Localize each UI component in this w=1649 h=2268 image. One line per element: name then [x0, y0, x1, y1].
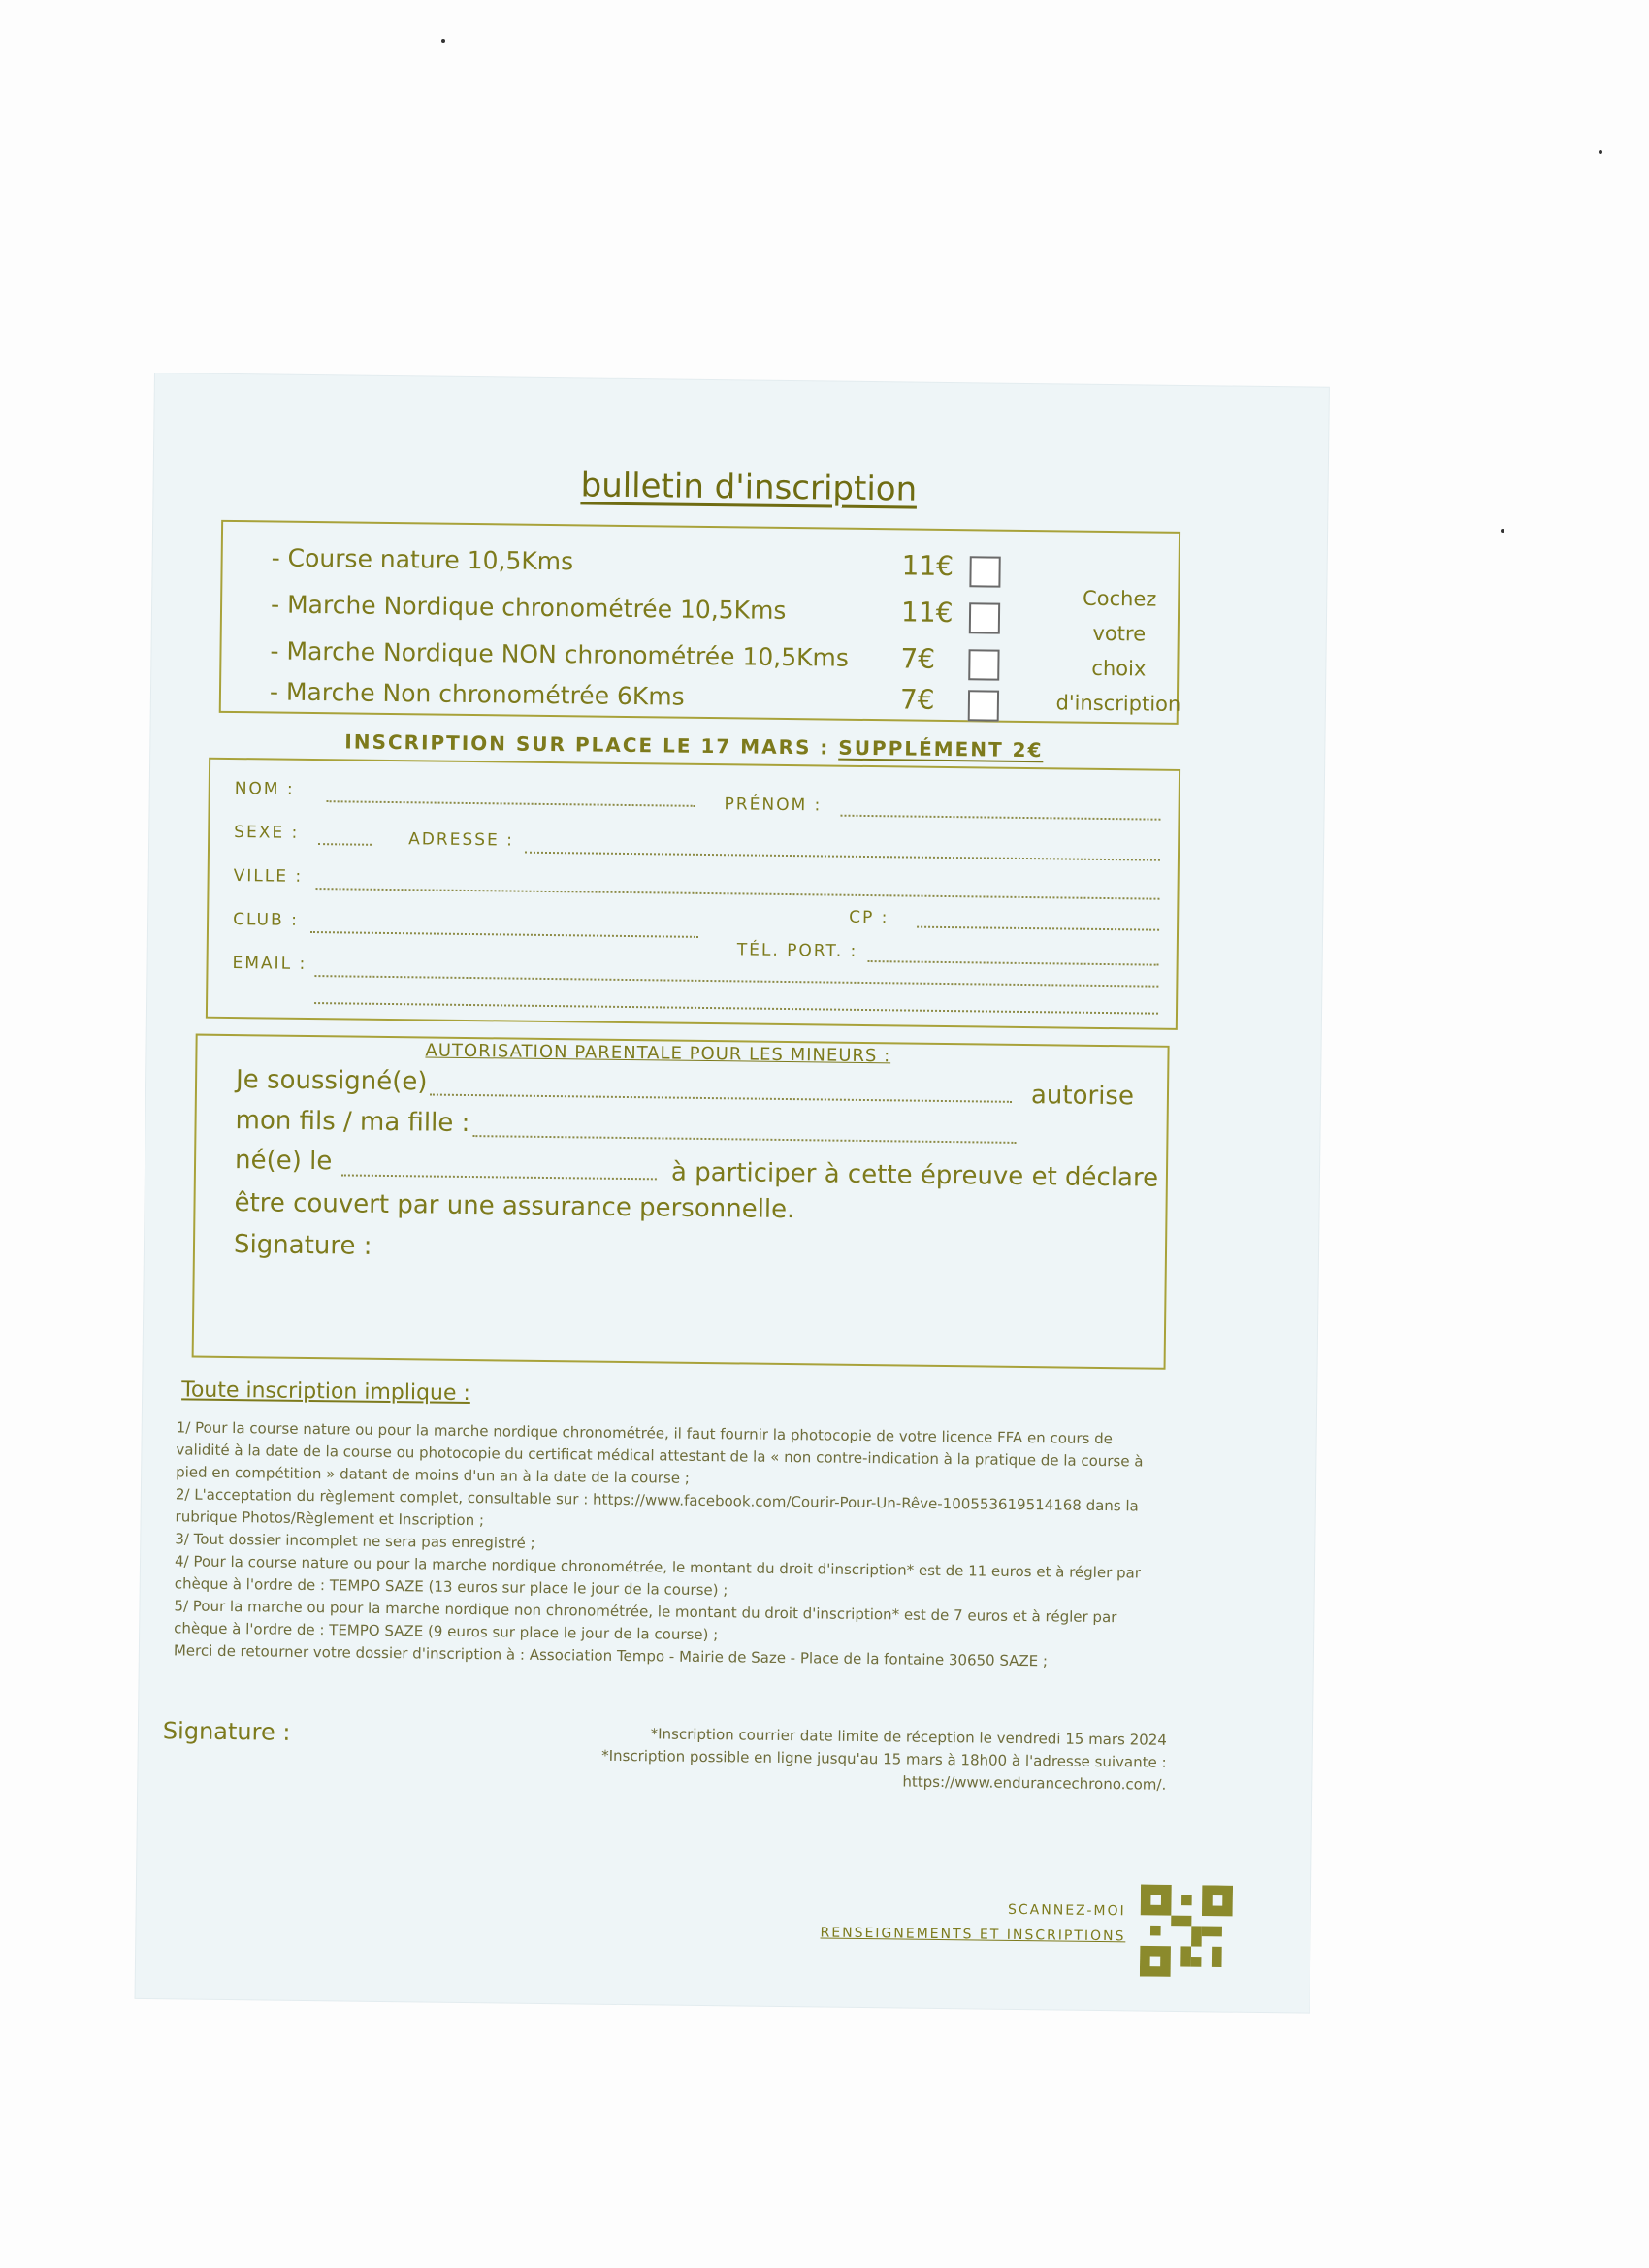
- signature-label: Signature :: [162, 1717, 291, 1746]
- insurance-text: être couvert par une assurance personnelle.: [234, 1188, 795, 1225]
- parental-title: AUTORISATION PARENTALE POUR LES MINEURS :: [425, 1040, 891, 1067]
- prenom-field[interactable]: [840, 814, 1160, 821]
- option-checkbox[interactable]: [968, 649, 999, 680]
- onsite-registration-note: INSCRIPTION SUR PLACE LE 17 MARS : SUPPLÉMENT 2€: [344, 729, 1044, 762]
- cp-label: CP :: [849, 907, 889, 928]
- nom-label: NOM :: [234, 779, 295, 799]
- conditions-list: [174, 1416, 1156, 1673]
- soussigne-label: Je soussigné(e): [235, 1065, 428, 1097]
- adresse-field[interactable]: [525, 851, 1160, 861]
- option-price: 11€: [901, 549, 954, 583]
- autorise-label: autorise: [1030, 1081, 1135, 1112]
- option-price: 11€: [900, 596, 954, 630]
- nom-field[interactable]: [327, 799, 695, 807]
- tel-label: TÉL. PORT. :: [736, 940, 858, 961]
- participation-text: à participer à cette épreuve et déclare: [670, 1157, 1159, 1193]
- registration-url[interactable]: https://www.endurancechrono.com/.: [902, 1772, 1167, 1794]
- info-label: RENSEIGNEMENTS ET INSCRIPTIONS: [820, 1925, 1126, 1945]
- birthdate-field[interactable]: [341, 1173, 657, 1180]
- option-checkbox[interactable]: [969, 556, 1000, 587]
- soussigne-field[interactable]: [430, 1093, 1012, 1103]
- parental-signature-label: Signature :: [233, 1230, 372, 1261]
- sexe-label: SEXE :: [234, 823, 300, 843]
- option-checkbox[interactable]: [969, 602, 1000, 633]
- option-price: 7€: [899, 683, 935, 716]
- identity-fields-box: [206, 758, 1180, 1030]
- condition-item: 5/ Pour la marche ou pour la marche nordique non chronométrée, le montant du droit d'inscription* est de 7 euros et à régler par chèque à l'ordre de : TEMPO SAZE (9 euros sur place le jour de la course) ;: [174, 1597, 1117, 1644]
- club-label: CLUB :: [233, 910, 299, 930]
- child-field[interactable]: [472, 1134, 1016, 1144]
- form-title: bulletin d'inscription: [580, 466, 918, 509]
- option-label: - Marche Non chronométrée 6Kms: [269, 677, 685, 711]
- registration-notes: *Inscription courrier date limite de réception le vendredi 15 mars 2024 *Inscription possible en ligne jusqu'au 15 mars à 18h00 à l'adresse suivante : https://www.endurancechrono.com/.: [574, 1722, 1167, 1796]
- condition-item: 3/ Tout dossier incomplet ne sera pas enregistré ;: [175, 1530, 535, 1552]
- option-label: - Course nature 10,5Kms: [271, 543, 574, 576]
- email-field-extra-line[interactable]: [314, 1001, 1158, 1015]
- ville-field[interactable]: [316, 887, 1160, 900]
- child-label: mon fils / ma fille :: [235, 1106, 470, 1139]
- qr-code-icon[interactable]: [1140, 1885, 1233, 1978]
- birthdate-label: né(e) le: [234, 1146, 333, 1177]
- prenom-label: PRÉNOM :: [724, 794, 823, 816]
- option-label: - Marche Nordique chronométrée 10,5Kms: [270, 590, 787, 625]
- scan-label: SCANNEZ-MOI: [1007, 1901, 1126, 1920]
- parental-authorization-box: [192, 1034, 1170, 1370]
- option-label: - Marche Nordique NON chronométrée 10,5Kms: [270, 636, 850, 672]
- option-checkbox[interactable]: [968, 690, 999, 721]
- ville-label: VILLE :: [233, 866, 304, 887]
- club-field[interactable]: [310, 930, 698, 938]
- registration-form-sheet: [136, 373, 1329, 2013]
- choose-instruction: Cochez votre choix d'inscription: [1055, 586, 1181, 716]
- options-box: [219, 520, 1180, 725]
- scan-info: [728, 1894, 1126, 1949]
- condition-item: 4/ Pour la course nature ou pour la marche nordique chronométrée, le montant du droit d'inscription* est de 11 euros et à régler par chèque à l'ordre de : TEMPO SAZE (13 euros sur place le jour de la course) ;: [174, 1552, 1142, 1600]
- conditions-title: Toute inscription implique :: [181, 1377, 471, 1407]
- condition-item: 1/ Pour la course nature ou pour la marche nordique chronométrée, il faut fournir la photocopie de votre licence FFA en cours de validité à la date de la course ou photocopie du certificat médical attestant de la « non contre-indication à la pratique de la course à pied en compétition » datant de moins d'un an à la date de la course ;: [176, 1418, 1144, 1487]
- email-label: EMAIL :: [232, 954, 307, 974]
- condition-item: Merci de retourner votre dossier d'inscription à : Association Tempo - Mairie de Saze - Place de la fontaine 30650 SAZE ;: [173, 1641, 1049, 1670]
- sexe-field[interactable]: [318, 842, 372, 846]
- cp-field[interactable]: [917, 925, 1159, 931]
- condition-item: 2/ L'acceptation du règlement complet, consultable sur : https://www.facebook.com/Courir-Pour-Un-Rêve-100553619514168 dans la rubrique Photos/Règlement et Inscription ;: [175, 1485, 1139, 1530]
- tel-field[interactable]: [868, 959, 1159, 966]
- option-price: 7€: [900, 642, 936, 675]
- adresse-label: ADRESSE :: [408, 829, 515, 851]
- email-field[interactable]: [314, 974, 1158, 988]
